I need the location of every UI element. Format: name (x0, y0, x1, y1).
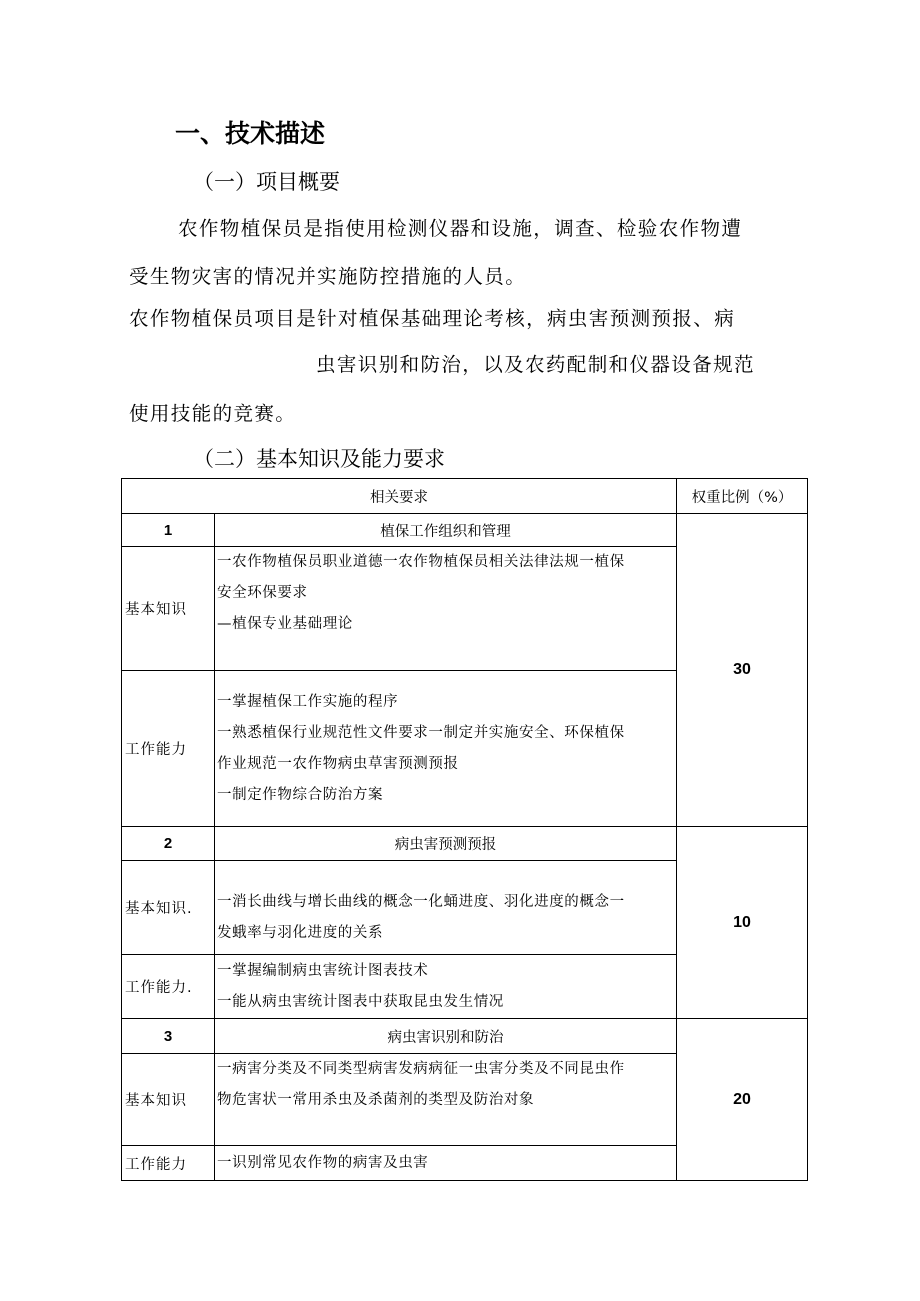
requirements-table (121, 478, 808, 1181)
group-3-ability-label: 工作能力 (122, 1146, 215, 1181)
group-2-title: 病虫害预测预报 (215, 827, 677, 861)
group-2-number: 2 (122, 827, 215, 861)
group-2-knowledge-content (215, 861, 677, 955)
group-1-weight: 30 (677, 514, 808, 827)
group-3-knowledge-content (215, 1054, 677, 1146)
main-heading: 一、技术描述 (175, 119, 326, 148)
group-2-knowledge-line: 发蛾率与羽化进度的关系 (217, 924, 384, 941)
group-3-title: 病虫害识别和防治 (215, 1019, 677, 1054)
group-1-title: 植保工作组织和管理 (215, 514, 677, 547)
group-2-weight: 10 (677, 827, 808, 1019)
paragraph-1-line-1: 农作物植保员是指使用检测仪器和设施，调查、检验农作物遭 (178, 217, 743, 240)
group-2-knowledge-line: 一消长曲线与增长曲线的概念一化蛹进度、羽化进度的概念一 (217, 893, 625, 910)
group-1-knowledge-label: 基本知识 (122, 547, 215, 671)
group-3-knowledge-line: 一病害分类及不同类型病害发病病征一虫害分类及不同昆虫作 (217, 1061, 625, 1077)
group-1-ability-content (215, 671, 677, 827)
group-2-knowledge-label: 基本知识. (122, 861, 215, 955)
group-3-title-row (122, 1019, 808, 1054)
table-header-row (122, 479, 808, 514)
group-1-title-row (122, 514, 808, 547)
group-1-knowledge-line: 一农作物植保员职业道德一农作物植保员相关法律法规一植保 (217, 554, 625, 570)
group-1-ability-label: 工作能力 (122, 671, 215, 827)
paragraph-2-line-2: 虫害识别和防治，以及农药配制和仪器设备规范 (316, 353, 755, 376)
group-1-ability-line: 一掌握植保工作实施的程序 (217, 693, 399, 710)
group-3-weight: 20 (677, 1019, 808, 1181)
section-2-title: （二）基本知识及能力要求 (193, 447, 445, 471)
group-3-ability-line: 一识别常见农作物的病害及虫害 (217, 1154, 429, 1171)
paragraph-2-line-1: 农作物植保员项目是针对植保基础理论考核，病虫害预测预报、病 (129, 307, 736, 330)
group-3-knowledge-line: 物危害状一常用杀虫及杀菌剂的类型及防治对象 (217, 1092, 535, 1108)
group-1-number: 1 (122, 514, 215, 547)
group-1-knowledge-line: —植保专业基础理论 (217, 616, 353, 632)
group-2-title-row (122, 827, 808, 861)
group-2-ability-line: 一能从病虫害统计图表中获取昆虫发生情况 (217, 993, 504, 1010)
group-1-ability-line: 一熟悉植保行业规范性文件要求一制定并实施安全、环保植保 (217, 724, 625, 741)
group-2-ability-label: 工作能力. (122, 955, 215, 1019)
section-1-title: （一）项目概要 (193, 170, 340, 194)
header-weight: 权重比例（%） (677, 479, 808, 514)
group-3-number: 3 (122, 1019, 215, 1054)
paragraph-1-line-2: 受生物灾害的情况并实施防控措施的人员。 (129, 265, 527, 288)
group-1-knowledge-line: 安全环保要求 (217, 585, 308, 601)
group-1-knowledge-content (215, 547, 677, 671)
group-3-knowledge-label: 基本知识 (122, 1054, 215, 1146)
group-2-ability-line: 一掌握编制病虫害统计图表技术 (217, 962, 429, 979)
group-2-ability-content (215, 955, 677, 1019)
group-1-ability-line: 作业规范一农作物病虫草害预测预报 (217, 755, 459, 772)
group-1-ability-line: 一制定作物综合防治方案 (217, 786, 384, 803)
group-3-ability-content (215, 1146, 677, 1181)
paragraph-2-line-3: 使用技能的竞赛。 (129, 402, 297, 425)
header-requirement: 相关要求 (122, 479, 677, 514)
